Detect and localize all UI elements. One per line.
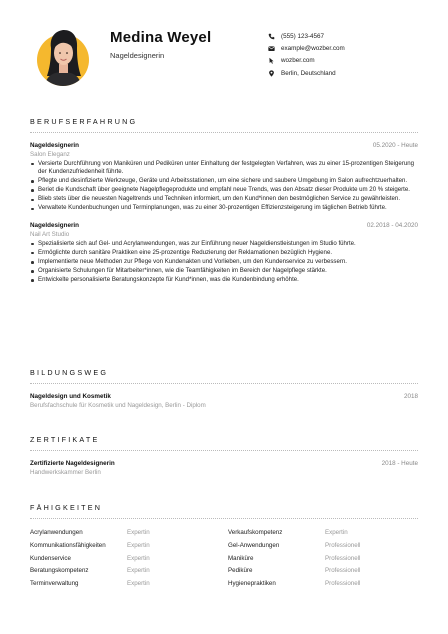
skill-name: Hygienepraktiken [228, 580, 276, 588]
skill-level: Expertin [325, 529, 348, 536]
skills-section [30, 503, 418, 591]
candidate-name: Medina Weyel [110, 29, 212, 46]
education-heading: BILDUNGSWEG [30, 368, 418, 384]
link-icon [268, 57, 275, 64]
location-icon [268, 70, 275, 77]
contact-website[interactable] [268, 55, 438, 67]
certificates-heading: ZERTIFIKATE [30, 435, 418, 451]
contact-email-text: example@wozber.com [281, 44, 345, 52]
certificates-section [30, 435, 418, 476]
job-bullets [30, 160, 418, 214]
bullet-item: Spezialisierte sich auf Gel- und Acrylanwendungen, was zur Einführung neuer Nageldienstleistungen im Studio führte. [30, 240, 418, 249]
skill-name: Beratungskompetenz [30, 567, 89, 575]
bullet-item: Pflegte und desinfizierte Werkzeuge, Geräte und Arbeitsstationen, um eine sichere und saubere Umgebung im Salon aufrechtzuerhalten. [30, 177, 418, 186]
skill-name: Maniküre [228, 554, 254, 562]
skill-name: Acrylanwendungen [30, 529, 83, 536]
contact-website-text: wozber.com [281, 57, 315, 65]
company-name: Salon Eleganz [30, 150, 70, 158]
contact-phone[interactable] [268, 30, 438, 42]
skill-name: Kundenservice [30, 554, 71, 562]
skill-level: Expertin [127, 580, 150, 588]
job-title: Nageldesignerin [30, 222, 79, 230]
degree-date: 2018 [403, 393, 418, 400]
skill-level: Expertin [127, 554, 150, 562]
bullet-item: Entwickelte personalisierte Beratungskonzepte für Kund*innen, was die Kundenbindung erhöhte. [30, 276, 418, 285]
contact-location [268, 67, 438, 79]
skill-level: Professionell [325, 554, 361, 562]
experience-entry [30, 142, 418, 213]
skill-level: Expertin [127, 529, 150, 536]
certificate-issuer: Handwerkskammer Berlin [30, 468, 101, 476]
job-title: Nageldesignerin [30, 142, 79, 149]
school-name: Berufsfachschule für Kosmetik und Nageldesign, Berlin - Diplom [30, 401, 206, 409]
phone-icon [268, 33, 275, 40]
bullet-item: Organisierte Schulungen für Mitarbeiter*innen, wie die Teamfähigkeiten im Bereich der Nagelpflege stärkte. [30, 267, 418, 276]
certificate-date: 2018 - Heute [381, 460, 418, 467]
skill-name: Terminverwaltung [30, 580, 79, 588]
skills-heading: FÄHIGKEITEN [30, 503, 418, 519]
job-bullets [30, 240, 418, 285]
experience-section [30, 117, 418, 285]
skill-name: Pediküre [228, 567, 253, 575]
skill-level: Professionell [325, 541, 361, 549]
bullet-item: Versierte Durchführung von Maniküren und Pediküren unter Einhaltung der festgelegten Verfahren, was zu einer 15-prozentigen Steigerung der Kundenzufriedenheit führte. [30, 160, 418, 177]
job-date: 02.2018 - 04.2020 [366, 222, 418, 230]
skill-name: Gel-Anwendungen [228, 541, 280, 549]
skill-level: Expertin [127, 541, 150, 549]
skill-level: Professionell [325, 580, 361, 588]
contact-email[interactable] [268, 42, 438, 54]
degree-title: Nageldesign und Kosmetik [30, 393, 111, 400]
contact-phone-text: (555) 123-4567 [281, 32, 325, 40]
skill-level: Expertin [127, 567, 150, 575]
bullet-item: Blieb stets über die neuesten Nageltrends und Techniken informiert, um den Kund*innen den bestmöglichen Service zu gewährleisten. [30, 195, 418, 204]
certificate-title: Zertifizierte Nageldesignerin [30, 460, 115, 467]
skills-grid [30, 527, 418, 591]
skill-name: Kommunikationsfähigkeiten [30, 541, 106, 549]
contact-location-text: Berlin, Deutschland [281, 69, 336, 77]
skill-level: Professionell [325, 567, 361, 575]
profile-photo [37, 26, 89, 88]
certificate-entry [30, 460, 418, 476]
company-name: Nail Art Studio [30, 230, 70, 238]
contact-list [268, 30, 438, 79]
skill-name: Verkaufskompetenz [228, 529, 283, 536]
mail-icon [268, 45, 275, 52]
experience-heading: BERUFSERFAHRUNG [30, 117, 418, 133]
bullet-item: Verwaltete Kundenbuchungen und Terminplanungen, was zu einer 30-prozentigen Effizienzsteigerung im täglichen Betrieb führte. [30, 204, 418, 213]
experience-entry [30, 222, 418, 284]
bullet-item: Beriet die Kundschaft über geeignete Nagelpflegeprodukte und empfahl neue Trends, was den Absatz dieser Produkte um 20 % steigerte. [30, 186, 418, 195]
candidate-role: Nageldesignerin [110, 51, 165, 60]
education-section [30, 368, 418, 409]
person-photo-icon [37, 26, 89, 88]
education-entry [30, 393, 418, 409]
job-date: 05.2020 - Heute [372, 142, 418, 149]
bullet-item: Implementierte neue Methoden zur Pflege von Kundenakten und Vorlieben, um den Kundenservice zu verbessern. [30, 258, 418, 267]
bullet-item: Ermöglichte durch sanitäre Praktiken eine 25-prozentige Reduzierung der Reklamationen bezüglich Hygiene. [30, 249, 418, 258]
